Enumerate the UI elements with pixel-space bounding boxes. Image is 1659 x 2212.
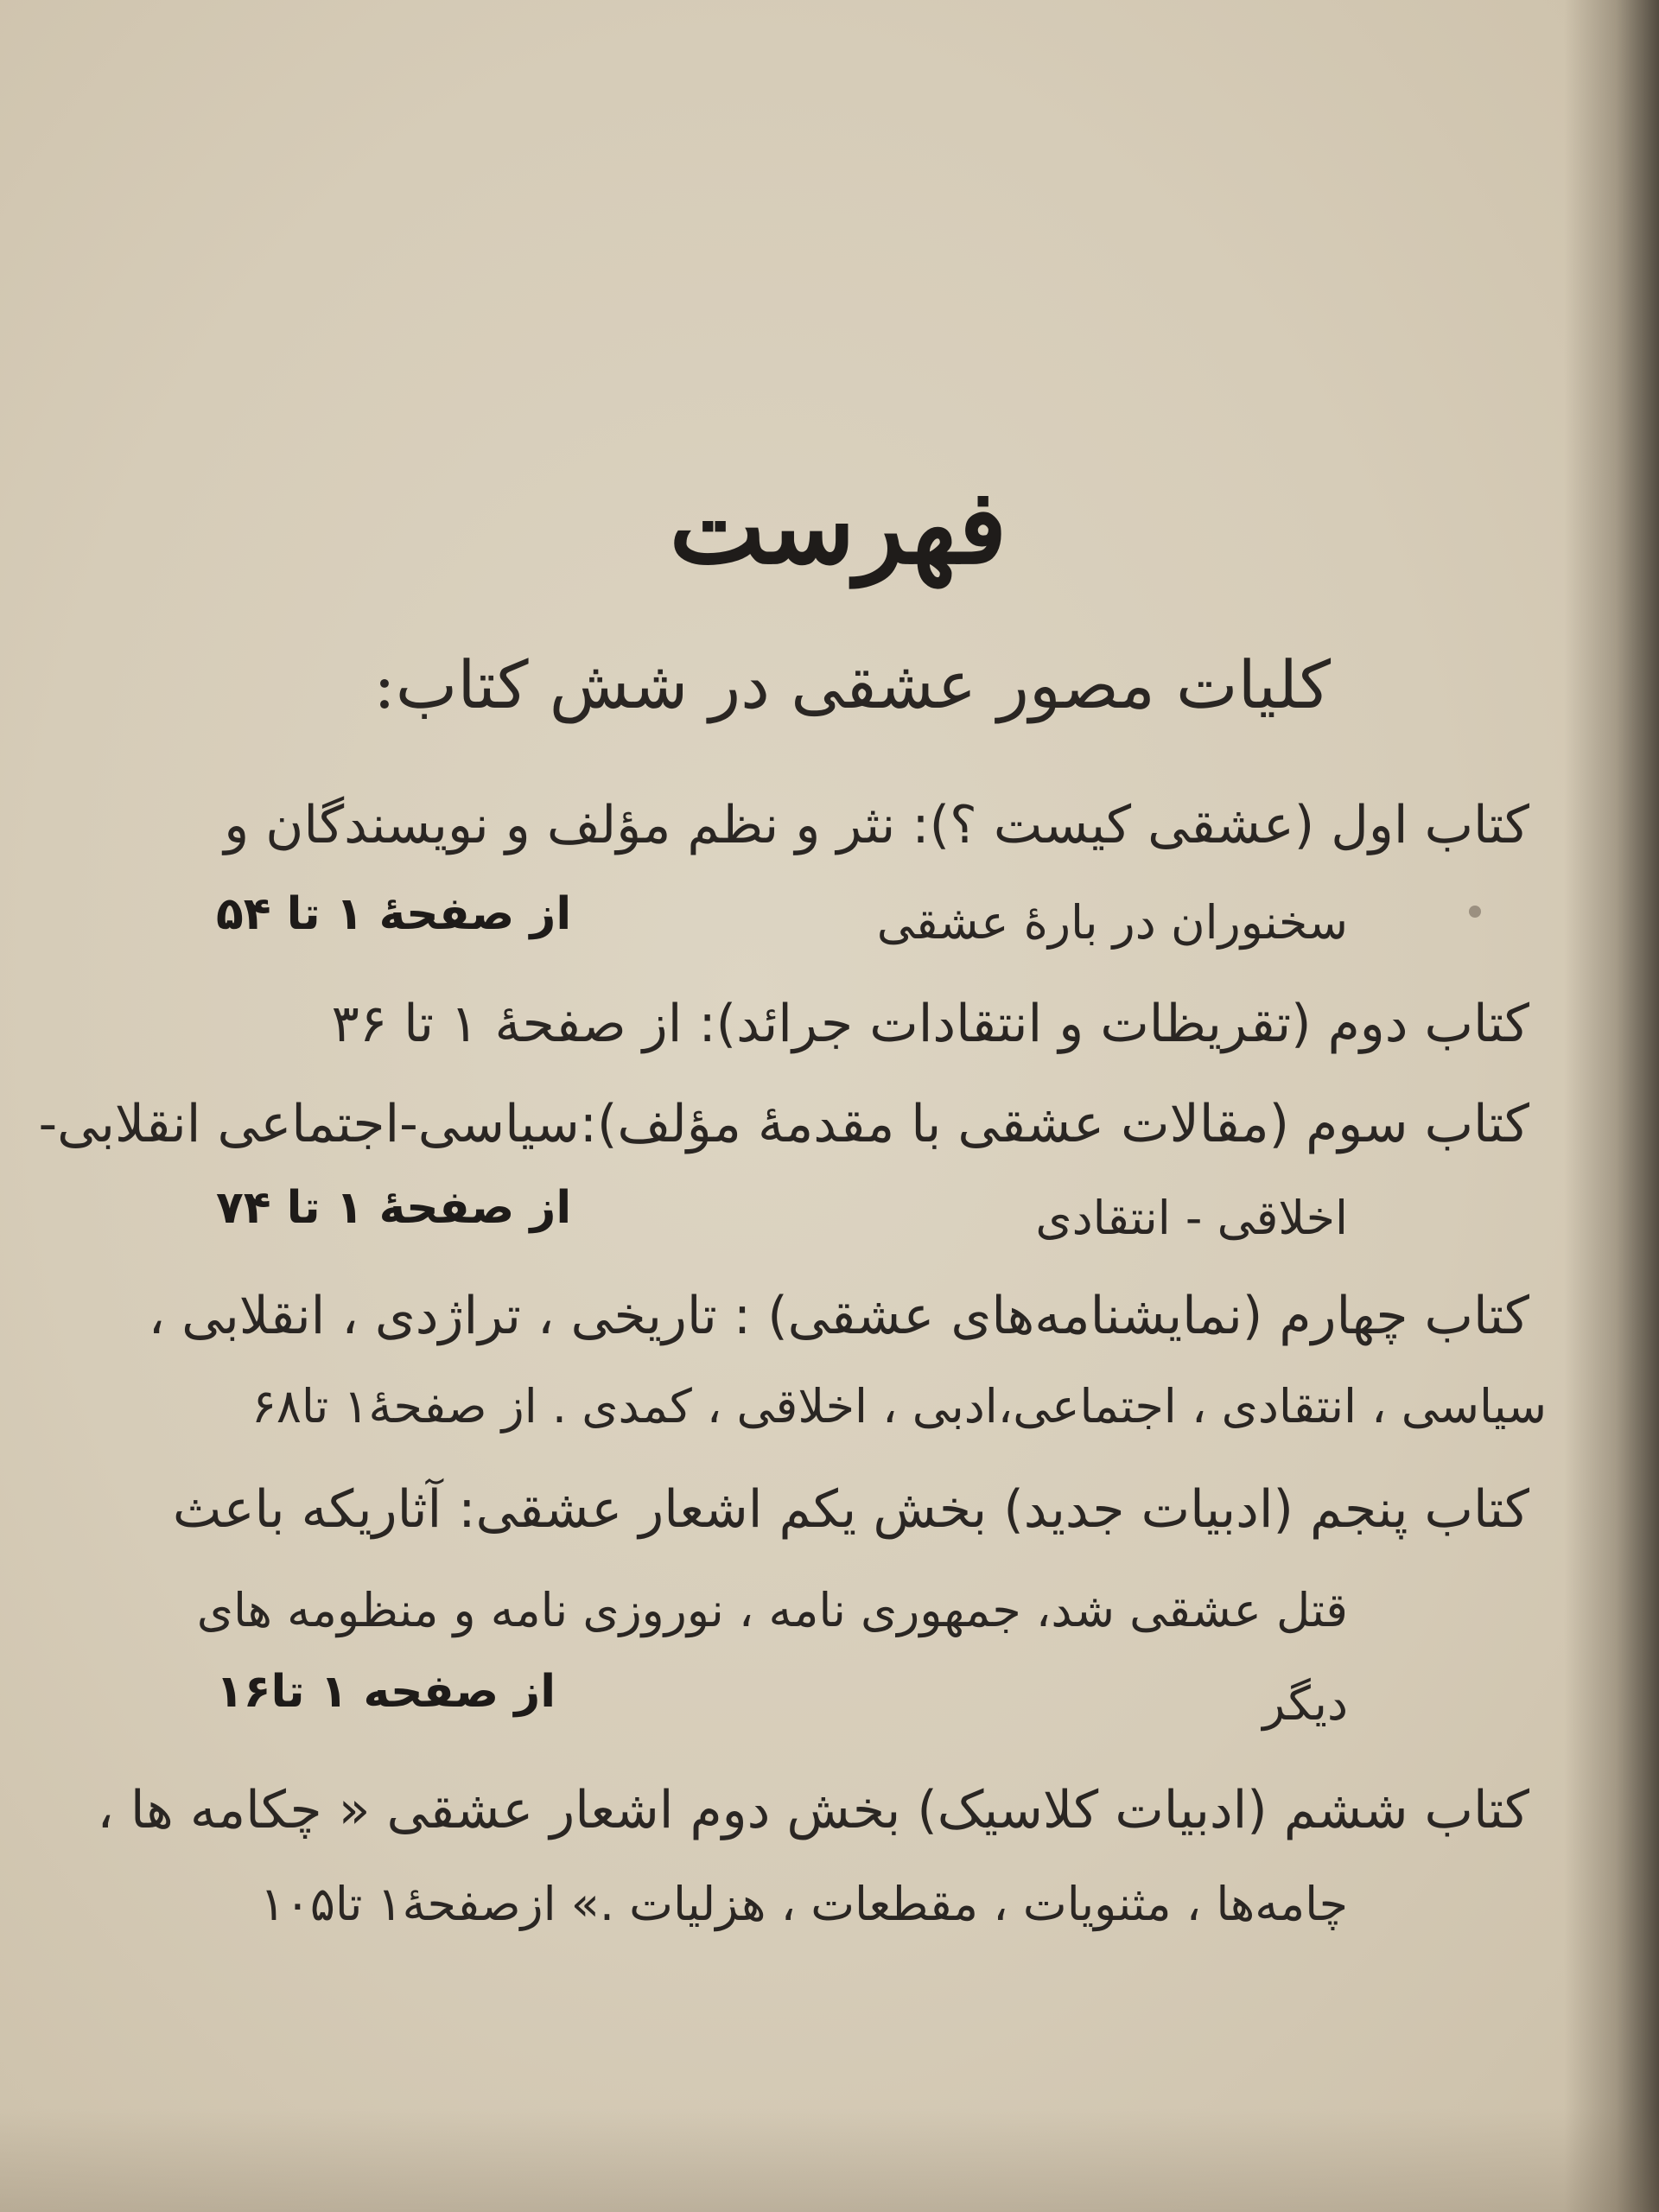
book-2-line-1: کتاب دوم (تقریظات و انتقادات جرائد): از صفحهٔ ۱ تا ۳۶ — [331, 994, 1529, 1054]
book-3-line-2: اخلاقی - انتقادی — [1035, 1191, 1348, 1245]
book-1-line-2: سخنوران در بارهٔ عشقی — [876, 895, 1348, 950]
book-5-line-3: دیگر — [1262, 1676, 1348, 1731]
book-3-line-1: کتاب سوم (مقالات عشقی با مقدمهٔ مؤلف):سیاسی-اجتماعی انقلابی- — [38, 1094, 1529, 1154]
book-5-page-range: از صفحه ۱ تا۱۶ — [216, 1666, 556, 1718]
paper-speck — [1469, 906, 1481, 918]
book-4-line-2: سیاسی ، انتقادی ، اجتماعی،ادبی ، اخلاقی ، کمدی . از صفحهٔ۱ تا۶۸ — [251, 1379, 1547, 1433]
page-subtitle: کلیات مصور عشقی در شش کتاب: — [373, 646, 1331, 723]
book-6-line-1: کتاب ششم (ادبیات کلاسیک) بخش دوم اشعار عشقی « چکامه ها ، — [97, 1780, 1529, 1840]
page-title: فهرست — [669, 467, 1007, 587]
book-6-line-2: چامه‌ها ، مثنویات ، مقطعات ، هزلیات .» ازصفحهٔ۱ تا۱۰۵ — [259, 1877, 1348, 1931]
page-bottom-shadow — [0, 2108, 1659, 2212]
book-5-line-2: قتل عشقی شد، جمهوری نامه ، نوروزی نامه و منظومه های — [196, 1583, 1348, 1637]
book-1-line-1: کتاب اول (عشقی کیست ؟): نثر و نظم مؤلف و نویسندگان و — [224, 795, 1529, 855]
book-5-line-1: کتاب پنجم (ادبیات جدید) بخش یکم اشعار عشقی: آثاریکه باعث — [172, 1479, 1529, 1540]
book-1-page-range: از صفحهٔ ۱ تا ۵۴ — [216, 888, 572, 940]
page-edge-shadow — [1564, 0, 1659, 2212]
book-3-page-range: از صفحهٔ ۱ تا ۷۴ — [216, 1182, 572, 1234]
book-4-line-1: کتاب چهارم (نمایشنامه‌های عشقی) : تاریخی ، تراژدی ، انقلابی ، — [148, 1286, 1529, 1346]
